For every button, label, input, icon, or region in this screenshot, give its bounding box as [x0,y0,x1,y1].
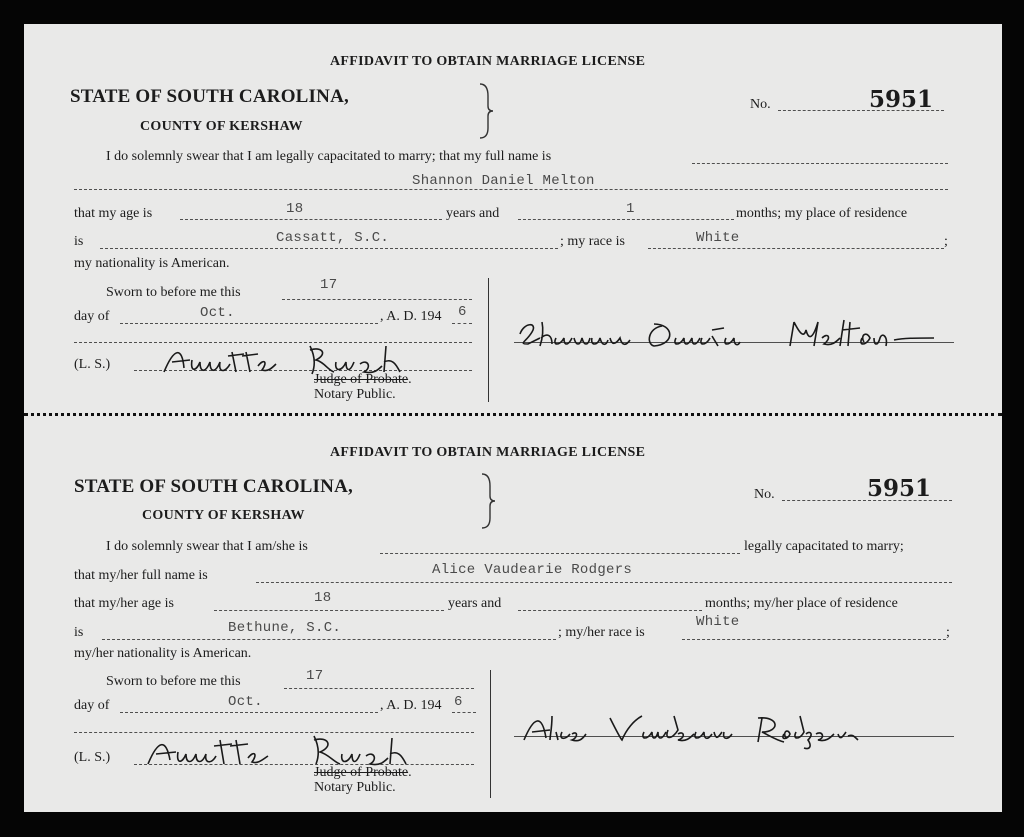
license-number-label: No. [754,487,775,502]
sworn-day: 17 [306,668,324,684]
sworn-month-line [120,323,378,324]
sworn-label: Sworn to before me this [106,285,241,300]
day-of-label: day of [74,698,110,713]
oath-end: legally capacitated to marry; [744,539,904,554]
sworn-month: Oct. [228,694,263,710]
nationality: my/her nationality is American. [74,646,252,661]
age-years-line [214,610,444,611]
affidavit-title: AFFIDAVIT TO OBTAIN MARRIAGE LICENSE [330,54,646,69]
day-of-label: day of [74,309,110,324]
brace-icon [476,82,496,140]
oath-line [692,163,948,164]
age-years-line [180,219,442,220]
residence-line [100,248,558,249]
state-heading: STATE OF SOUTH CAROLINA, [74,476,353,497]
name-label: that my/her full name is [74,568,208,583]
residence: Bethune, S.C. [228,620,342,636]
affidavit-sheet [24,24,1002,812]
age-months-line [518,219,734,220]
state-heading: STATE OF SOUTH CAROLINA, [70,86,349,107]
residence: Cassatt, S.C. [276,230,390,246]
year-digit: 6 [454,694,463,710]
year-digit-line [452,323,472,324]
oath-text: I do solemnly swear that I am legally capacitated to marry; that my full name is [106,149,552,164]
oath-line [380,553,740,554]
name-line [74,189,948,190]
age-months-line [518,610,702,611]
race-label: ; my/her race is [558,625,645,640]
county-heading: COUNTY OF KERSHAW [142,508,305,523]
age-label: that my/her age is [74,596,174,611]
column-divider [490,670,491,798]
full-name: Alice Vaudearie Rodgers [432,562,633,578]
notary-label: Notary Public. [314,780,396,795]
ls-label: (L. S.) [74,750,111,765]
sworn-month: Oct. [200,305,235,321]
months-label: months; my/her place of residence [705,596,898,611]
race: White [696,614,740,630]
judge-title [314,372,412,388]
sworn-day: 17 [320,277,338,293]
age-years: 18 [314,590,332,606]
ls-label: (L. S.) [74,357,111,372]
race: White [696,230,740,246]
years-label: years and [448,596,502,611]
months-label: months; my place of residence [736,206,908,221]
license-number: 5951 [869,86,934,113]
is-label: is [74,625,84,640]
year-digit-line [452,712,476,713]
sworn-day-line [284,688,474,689]
sworn-label: Sworn to before me this [106,674,241,689]
judge-title-end: . [408,372,412,387]
line-end-semicolon: ; [946,625,950,640]
notary-label: Notary Public. [314,387,396,402]
column-divider [488,278,489,402]
race-label: ; my race is [560,234,625,249]
judge-title-struck: Judge of Probate [314,765,409,780]
judge-title [314,765,412,781]
sworn-day-line [282,299,472,300]
full-name: Shannon Daniel Melton [412,173,595,189]
age-label: that my age is [74,206,153,221]
nationality: my nationality is American. [74,256,230,271]
judge-title-end: . [408,765,412,780]
affidavit-title: AFFIDAVIT TO OBTAIN MARRIAGE LICENSE [330,445,646,460]
oath-text: I do solemnly swear that I am/she is [106,539,308,554]
age-years: 18 [286,201,304,217]
residence-line [102,639,556,640]
age-months: 1 [626,201,635,217]
race-line [682,639,946,640]
perforation-line [24,413,1002,416]
judge-title-struck: Judge of Probate [314,372,409,387]
race-line [648,248,944,249]
name-line [256,582,952,583]
line-end-semicolon: ; [944,234,948,249]
ad-label: , A. D. 194 [380,309,442,324]
applicant-signature [518,710,898,750]
county-heading: COUNTY OF KERSHAW [140,119,303,134]
years-label: years and [446,206,500,221]
brace-icon [478,472,498,530]
ad-label: , A. D. 194 [380,698,442,713]
license-number: 5951 [867,475,932,502]
sworn-month-line [120,712,378,713]
license-number-label: No. [750,97,771,112]
is-label: is [74,234,84,249]
applicant-signature [514,316,954,356]
year-digit: 6 [458,304,467,320]
